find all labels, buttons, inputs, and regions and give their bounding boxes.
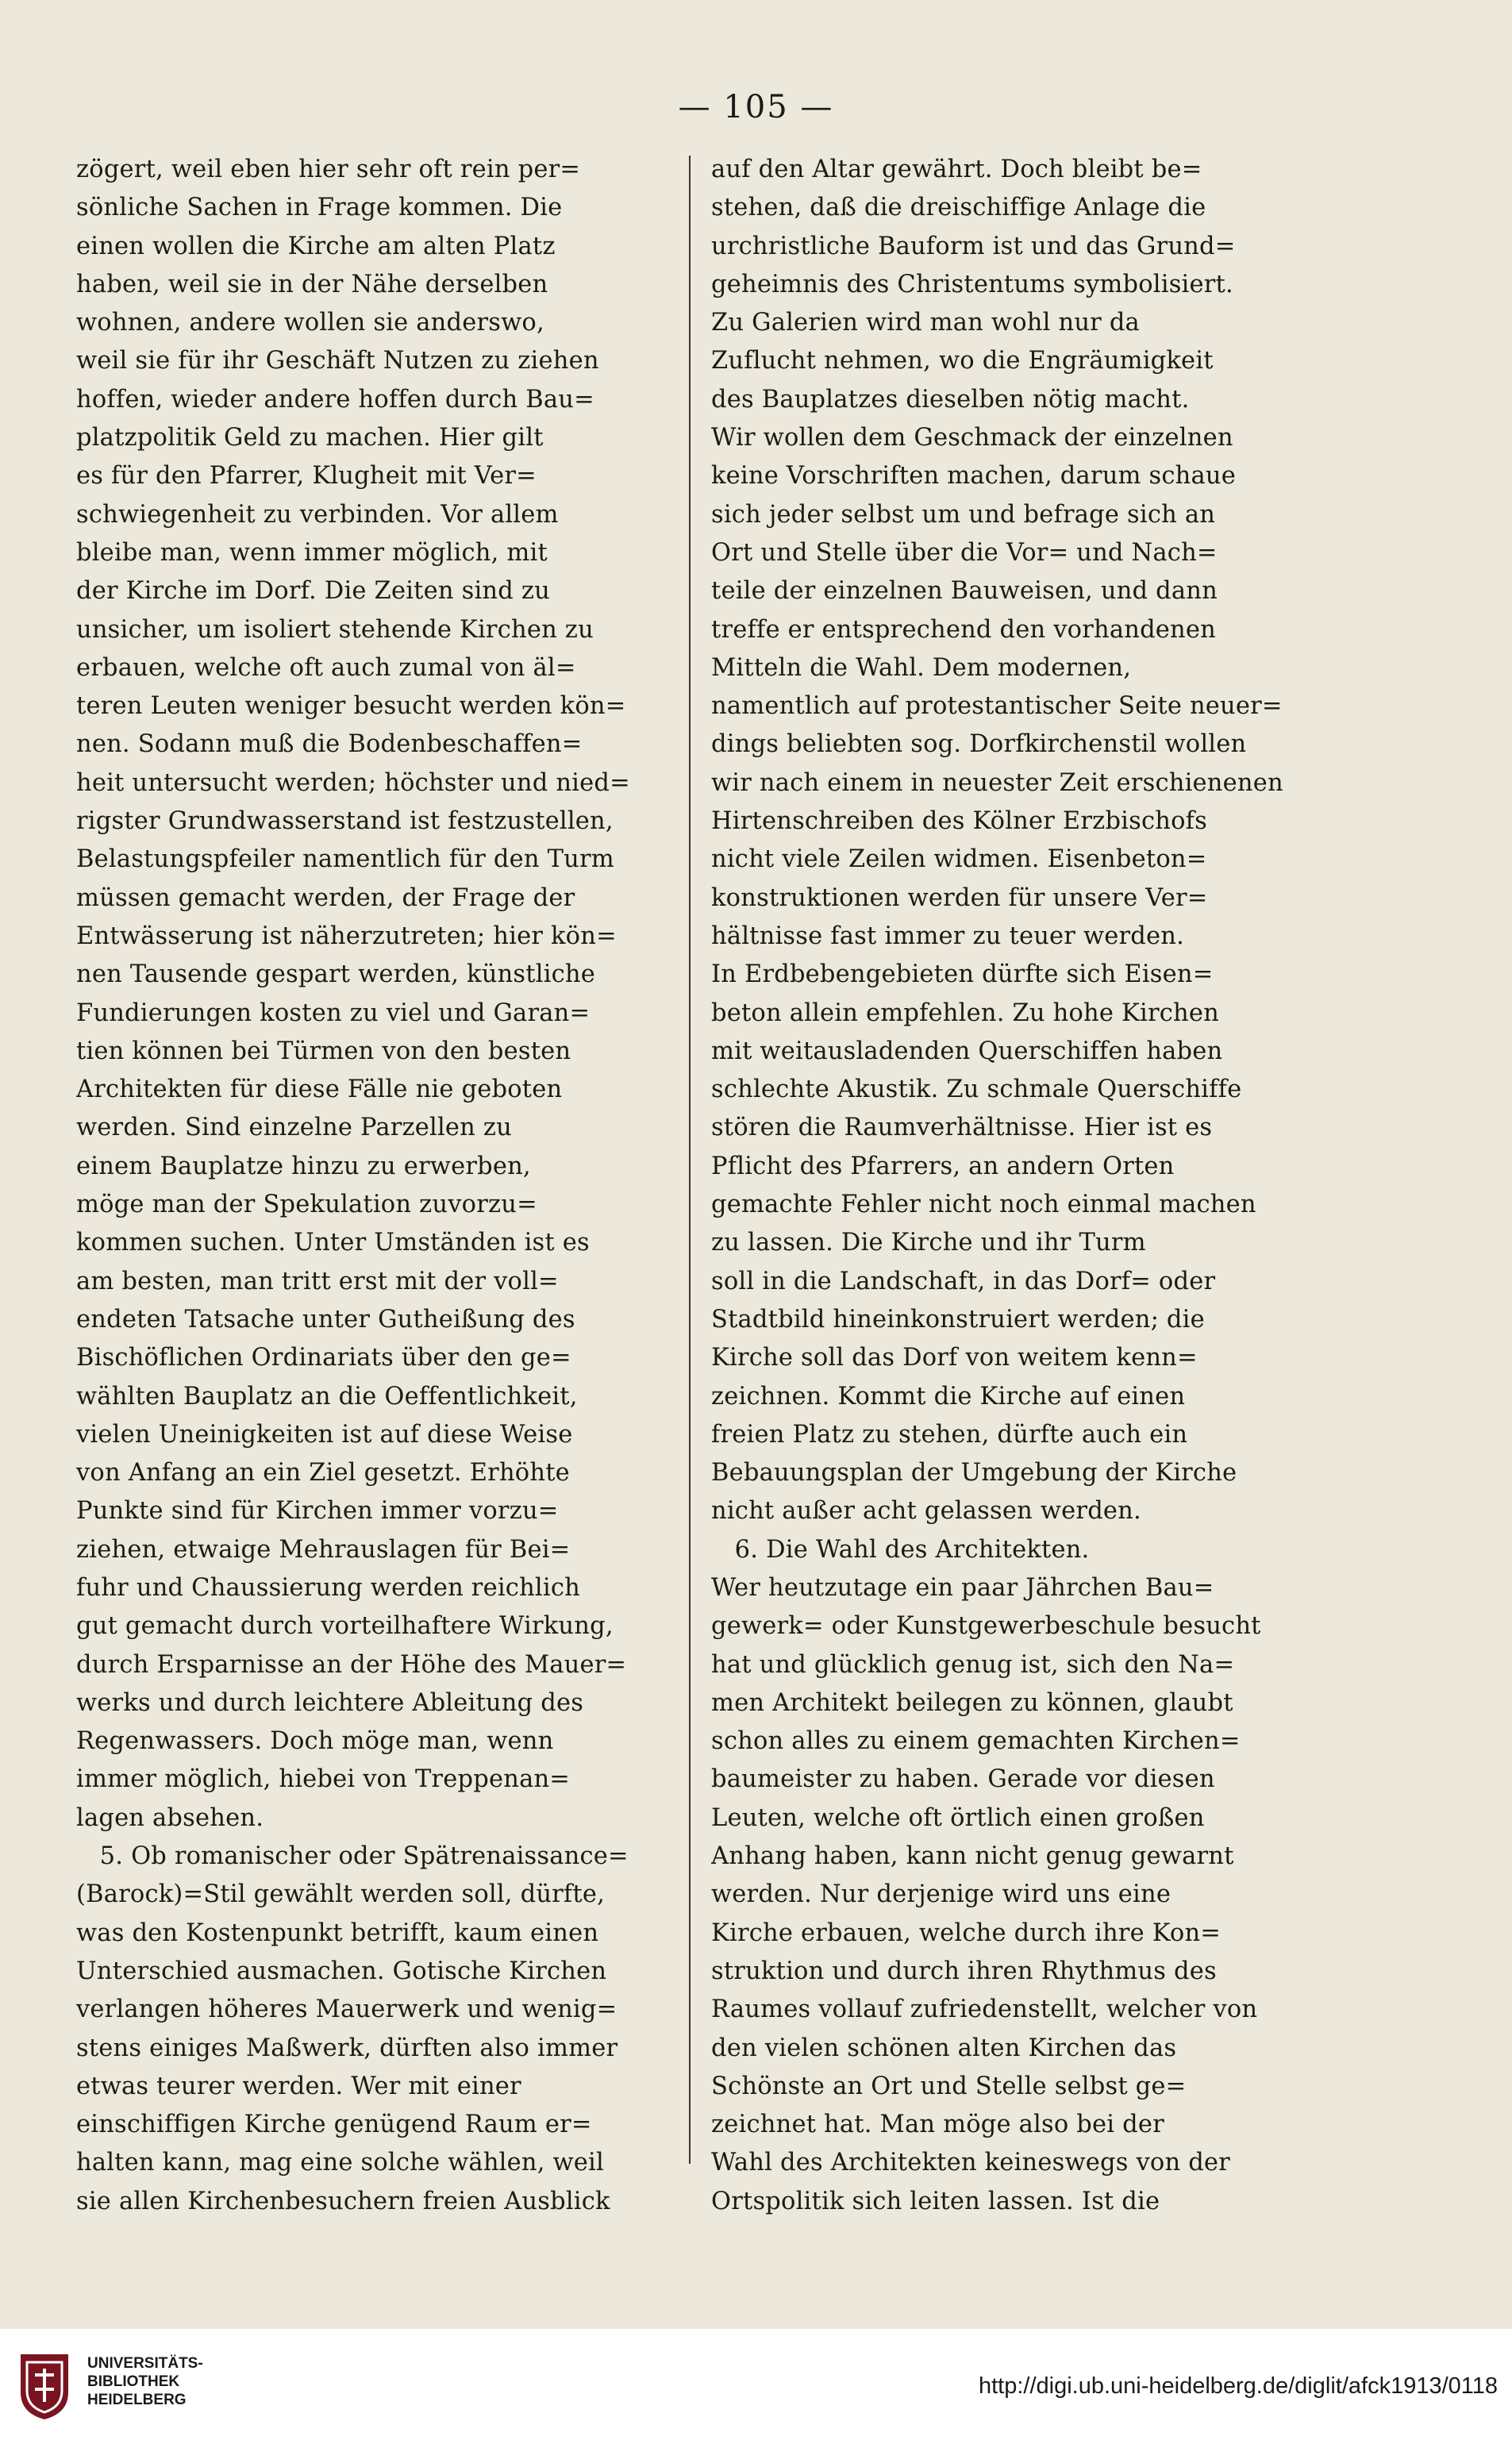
text-line: immer möglich, hiebei von Treppenan=	[76, 1765, 571, 1794]
text-line: namentlich auf protestantischer Seite neuer=	[711, 692, 1283, 721]
text-line: baumeister zu haben. Gerade vor diesen	[711, 1765, 1215, 1794]
text-line: werden. Nur derjenige wird uns eine	[711, 1880, 1172, 1909]
text-line: zeichnen. Kommt die Kirche auf einen	[711, 1382, 1186, 1411]
library-name-line: BIBLIOTHEK	[87, 2373, 180, 2390]
text-line: des Bauplatzes dieselben nötig macht.	[711, 385, 1190, 414]
text-line: was den Kostenpunkt betrifft, kaum einen	[76, 1919, 599, 1947]
text-line: Wer heutzutage ein paar Jährchen Bau=	[711, 1573, 1214, 1602]
text-line: der Kirche im Dorf. Die Zeiten sind zu	[76, 577, 550, 606]
text-line: wohnen, andere wollen sie anderswo,	[76, 309, 544, 337]
text-line: Unterschied ausmachen. Gotische Kirchen	[76, 1957, 607, 1985]
text-line: wir nach einem in neuester Zeit erschienenen	[711, 768, 1283, 797]
library-name	[87, 2354, 203, 2409]
text-line: men Architekt beilegen zu können, glaubt	[711, 1688, 1233, 1717]
text-line: fuhr und Chaussierung werden reichlich	[76, 1573, 580, 1602]
text-line: Architekten für diese Fälle nie geboten	[76, 1076, 563, 1104]
text-line: halten kann, mag eine solche wählen, weil	[76, 2149, 604, 2177]
text-line: Bischöflichen Ordinariats über den ge=	[76, 1344, 571, 1372]
text-line: durch Ersparnisse an der Höhe des Mauer=	[76, 1650, 627, 1679]
text-line: Schönste an Ort und Stelle selbst ge=	[711, 2072, 1187, 2100]
text-line: von Anfang an ein Ziel gesetzt. Erhöhte	[76, 1459, 570, 1488]
text-line: urchristliche Bauform ist und das Grund=	[711, 232, 1236, 260]
text-line: Kirche soll das Dorf von weitem kenn=	[711, 1344, 1198, 1372]
library-name-line: HEIDELBERG	[87, 2392, 187, 2408]
text-line: sich jeder selbst um und befrage sich an	[711, 500, 1216, 529]
text-line: keine Vorschriften machen, darum schaue	[711, 462, 1237, 491]
text-line: heit untersucht werden; höchster und nied=	[76, 768, 630, 797]
text-line: freien Platz zu stehen, dürfte auch ein	[711, 1420, 1188, 1449]
text-line: lagen absehen.	[76, 1803, 264, 1832]
text-line: struktion und durch ihren Rhythmus des	[711, 1957, 1217, 1985]
text-line: nen Tausende gespart werden, künstliche	[76, 960, 596, 989]
text-line: Zu Galerien wird man wohl nur da	[711, 309, 1140, 337]
text-line: zeichnet hat. Man möge also bei der	[711, 2111, 1164, 2139]
text-line: zögert, weil eben hier sehr oft rein per=	[76, 156, 581, 183]
text-line: stören die Raumverhältnisse. Hier ist es	[711, 1114, 1213, 1142]
text-line: verlangen höheres Mauerwerk und wenig=	[76, 1996, 617, 2024]
text-line: weil sie für ihr Geschäft Nutzen zu ziehen	[76, 347, 599, 375]
text-line: Wir wollen dem Geschmack der einzelnen	[711, 424, 1233, 452]
library-name-line: UNIVERSITÄTS-	[87, 2355, 203, 2372]
text-line: ziehen, etwaige Mehrauslagen für Bei=	[76, 1535, 571, 1564]
text-line: hat und glücklich genug ist, sich den Na=	[711, 1650, 1235, 1679]
text-line: gewerk= oder Kunstgewerbeschule besucht	[711, 1612, 1261, 1641]
text-line: teren Leuten weniger besucht werden kön=	[76, 692, 626, 721]
text-line: rigster Grundwasserstand ist festzustellen,	[76, 807, 614, 836]
text-line: mit weitausladenden Querschiffen haben	[711, 1037, 1223, 1065]
text-line: möge man der Spekulation zuvorzu=	[76, 1191, 537, 1219]
left-text-column	[76, 151, 711, 2221]
text-line: hoffen, wieder andere hoffen durch Bau=	[76, 385, 594, 414]
text-line: nicht viele Zeilen widmen. Eisenbeton=	[711, 845, 1207, 874]
source-url-link[interactable]: http://digi.ub.uni-heidelberg.de/diglit/afck1913/0118	[978, 2373, 1498, 2399]
text-line: Bebauungsplan der Umgebung der Kirche	[711, 1459, 1237, 1488]
text-line: soll in die Landschaft, in das Dorf= oder	[711, 1267, 1216, 1295]
text-line: endeten Tatsache unter Gutheißung des	[76, 1305, 575, 1334]
text-line: treffe er entsprechend den vorhandenen	[711, 615, 1216, 644]
text-line: gemachte Fehler nicht noch einmal machen	[711, 1191, 1256, 1219]
text-line: 5. Ob romanischer oder Spätrenaissance=	[76, 1842, 629, 1871]
text-line: dings beliebten sog. Dorfkirchenstil wollen	[711, 730, 1247, 759]
text-line: tien können bei Türmen von den besten	[76, 1037, 571, 1065]
text-line: hältnisse fast immer zu teuer werden.	[711, 922, 1185, 950]
text-line: Anhang haben, kann nicht genug gewarnt	[711, 1842, 1234, 1871]
text-line: geheimnis des Christentums symbolisiert.	[711, 270, 1233, 298]
text-line: Hirtenschreiben des Kölner Erzbischofs	[711, 807, 1208, 836]
text-line: bleibe man, wenn immer möglich, mit	[76, 538, 548, 567]
text-line: den vielen schönen alten Kirchen das	[711, 2034, 1177, 2062]
text-line: vielen Uneinigkeiten ist auf diese Weise	[76, 1420, 573, 1449]
text-line: einen wollen die Kirche am alten Platz	[76, 232, 556, 260]
text-line: einem Bauplatze hinzu zu erwerben,	[76, 1152, 531, 1180]
right-text-column	[711, 151, 1346, 2221]
text-line: am besten, man tritt erst mit der voll=	[76, 1267, 559, 1295]
university-seal-logo-icon	[16, 2346, 73, 2423]
text-line: haben, weil sie in der Nähe derselben	[76, 270, 548, 298]
text-line: Belastungspfeiler namentlich für den Turm	[76, 845, 614, 874]
text-line: stens einiges Maßwerk, dürften also immer	[76, 2034, 618, 2062]
text-line: werks und durch leichtere Ableitung des	[76, 1688, 584, 1717]
text-line: stehen, daß die dreischiffige Anlage die	[711, 194, 1206, 222]
text-line: In Erdbebengebieten dürfte sich Eisen=	[711, 960, 1214, 989]
text-line: Pflicht des Pfarrers, an andern Orten	[711, 1152, 1175, 1180]
text-line: gut gemacht durch vorteilhaftere Wirkung,	[76, 1612, 614, 1641]
text-line: Kirche erbauen, welche durch ihre Kon=	[711, 1919, 1222, 1947]
text-line: schwiegenheit zu verbinden. Vor allem	[76, 500, 559, 529]
text-line: wählten Bauplatz an die Oeffentlichkeit,	[76, 1382, 578, 1411]
column-divider	[689, 156, 691, 2164]
text-line: beton allein empfehlen. Zu hohe Kirchen	[711, 999, 1219, 1027]
text-line: Zuflucht nehmen, wo die Engräumigkeit	[711, 347, 1214, 375]
text-line: etwas teurer werden. Wer mit einer	[76, 2072, 521, 2100]
text-line: teile der einzelnen Bauweisen, und dann	[711, 577, 1218, 606]
text-line: Regenwassers. Doch möge man, wenn	[76, 1727, 554, 1756]
text-line: Ortspolitik sich leiten lassen. Ist die	[711, 2187, 1160, 2215]
text-line: Wahl des Architekten keineswegs von der	[711, 2149, 1230, 2177]
page-number: — 105 —	[678, 89, 834, 125]
text-line: schlechte Akustik. Zu schmale Querschiffe	[711, 1076, 1242, 1104]
text-line: Fundierungen kosten zu viel und Garan=	[76, 999, 591, 1027]
text-line: 6. Die Wahl des Architekten.	[711, 1535, 1090, 1564]
text-line: Leuten, welche oft örtlich einen großen	[711, 1803, 1205, 1832]
text-line: müssen gemacht werden, der Frage der	[76, 883, 575, 912]
text-line: Mitteln die Wahl. Dem modernen,	[711, 653, 1132, 682]
text-line: nen. Sodann muß die Bodenbeschaffen=	[76, 730, 583, 759]
text-line: kommen suchen. Unter Umständen ist es	[76, 1229, 590, 1257]
text-line: Stadtbild hineinkonstruiert werden; die	[711, 1305, 1205, 1334]
text-line: erbauen, welche oft auch zumal von äl=	[76, 653, 576, 682]
text-line: nicht außer acht gelassen werden.	[711, 1497, 1141, 1526]
text-line: sie allen Kirchenbesuchern freien Ausblick	[76, 2187, 610, 2215]
text-line: (Barock)=Stil gewählt werden soll, dürfte,	[76, 1880, 606, 1909]
text-line: werden. Sind einzelne Parzellen zu	[76, 1114, 513, 1142]
text-line: es für den Pfarrer, Klugheit mit Ver=	[76, 462, 537, 491]
text-line: einschiffigen Kirche genügend Raum er=	[76, 2111, 592, 2139]
text-line: unsicher, um isoliert stehende Kirchen zu	[76, 615, 594, 644]
text-line: Punkte sind für Kirchen immer vorzu=	[76, 1497, 559, 1526]
text-line: Entwässerung ist näherzutreten; hier kön=	[76, 922, 617, 950]
text-line: zu lassen. Die Kirche und ihr Turm	[711, 1229, 1146, 1257]
text-line: sönliche Sachen in Frage kommen. Die	[76, 194, 563, 222]
text-line: platzpolitik Geld zu machen. Hier gilt	[76, 424, 544, 452]
text-line: schon alles zu einem gemachten Kirchen=	[711, 1727, 1241, 1756]
text-line: Ort und Stelle über die Vor= und Nach=	[711, 538, 1218, 567]
text-line: konstruktionen werden für unsere Ver=	[711, 883, 1208, 912]
text-line: Raumes vollauf zufriedenstellt, welcher von	[711, 1996, 1258, 2024]
text-line: auf den Altar gewährt. Doch bleibt be=	[711, 156, 1202, 183]
